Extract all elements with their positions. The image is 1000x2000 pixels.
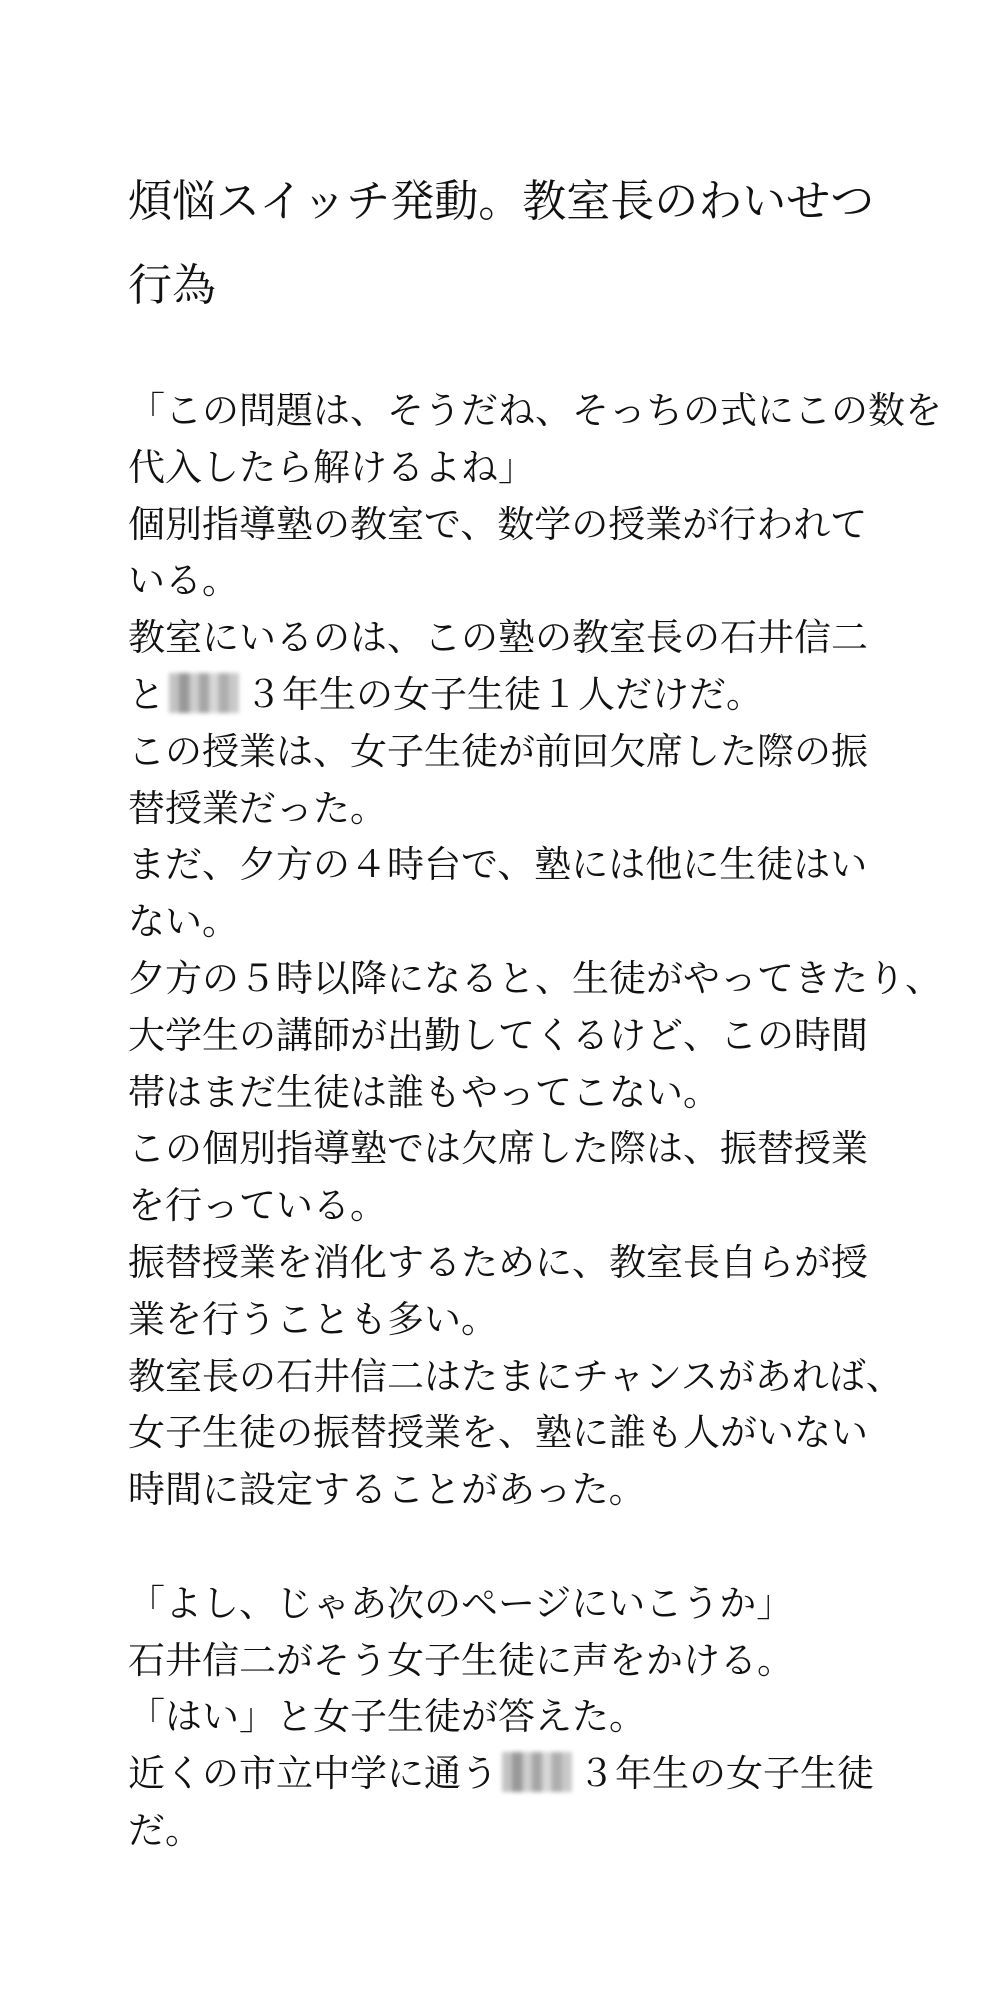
text-line: 「はい」と女子生徒が答えた。 <box>128 1695 646 1739</box>
text-line: 代入したら解けるよね」 <box>128 445 535 489</box>
text-line: 業を行うことも多い。 <box>128 1297 498 1341</box>
text-line: 帯はまだ生徒は誰もやってこない。 <box>128 1070 720 1114</box>
text-line: 「この問題は、そうだね、そっちの式にこの数を <box>128 389 942 432</box>
text-fragment: ３年生の女子生徒１人だけだ。 <box>245 672 763 716</box>
text-line <box>128 667 898 724</box>
text-line: 教室にいるのは、この塾の教室長の石井信二 <box>128 616 868 660</box>
censored-blur <box>169 673 239 713</box>
text-fragment: と <box>128 672 165 716</box>
title-line: 煩悩スイッチ発動。教室長のわいせつ <box>128 176 875 227</box>
title-line: 行為 <box>128 260 216 311</box>
text-line: ない。 <box>128 900 239 944</box>
text-fragment: 近くの市立中学に通う <box>128 1752 498 1796</box>
text-line: 個別指導塾の教室で、数学の授業が行われて <box>128 502 868 546</box>
text-line: だ。 <box>128 1808 202 1852</box>
text-line: 夕方の５時以降になると、生徒がやってきたり、 <box>128 956 942 1000</box>
story-text <box>128 383 942 1860</box>
text-line: を行っている。 <box>128 1184 387 1228</box>
text-line: この個別指導塾では欠席した際は、振替授業 <box>128 1127 868 1171</box>
text-line: 振替授業を消化するために、教室長自らが授 <box>128 1240 868 1284</box>
text-line: いる。 <box>128 559 239 603</box>
text-line: 教室長の石井信二はたまにチャンスがあれば、 <box>128 1354 903 1398</box>
text-line: 石井信二がそう女子生徒に声をかける。 <box>128 1638 794 1682</box>
chapter-title <box>128 160 888 328</box>
text-line: この授業は、女子生徒が前回欠席した際の振 <box>128 729 868 773</box>
paragraph-break <box>128 1519 898 1576</box>
text-line: 「よし、じゃあ次のページにいこうか」 <box>128 1581 794 1625</box>
text-line: 大学生の講師が出勤してくるけど、この時間 <box>128 1013 868 1057</box>
text-line: まだ、夕方の４時台で、塾には他に生徒はい <box>128 843 868 887</box>
text-line: 女子生徒の振替授業を、塾に誰も人がいない <box>128 1411 868 1455</box>
text-line: 替授業だった。 <box>128 786 387 830</box>
text-line <box>128 1746 898 1803</box>
censored-blur <box>502 1752 572 1792</box>
text-line: 時間に設定することがあった。 <box>128 1468 646 1512</box>
text-fragment: ３年生の女子生徒 <box>578 1752 874 1796</box>
